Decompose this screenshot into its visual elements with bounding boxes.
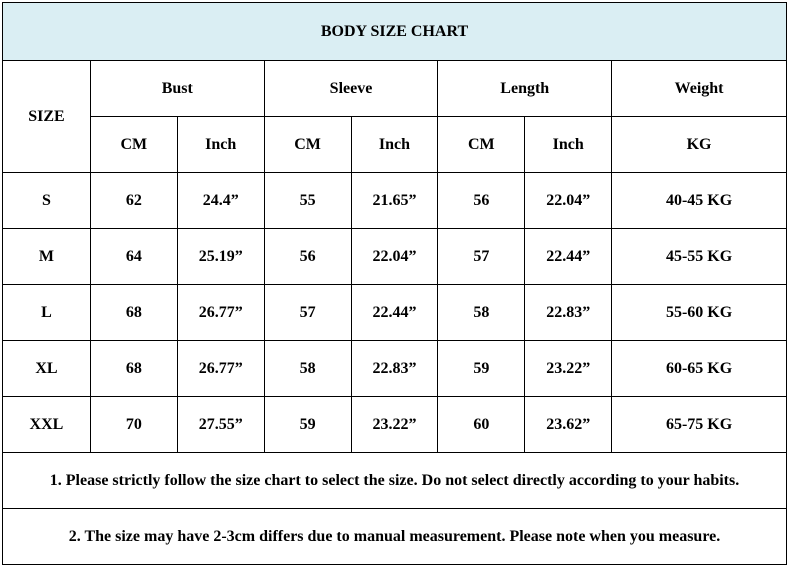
chart-title: BODY SIZE CHART [3,3,787,61]
length-inch-cell: 22.44” [525,229,612,285]
size-cell: XL [3,341,91,397]
sleeve-column-header: Sleeve [264,61,438,117]
weight-cell: 40-45 KG [612,173,787,229]
bust-column-header: Bust [90,61,264,117]
sleeve-cm-cell: 55 [264,173,351,229]
length-cm-cell: 57 [438,229,525,285]
size-cell: M [3,229,91,285]
header-group-row [3,61,787,117]
size-column-header: SIZE [3,61,91,173]
sleeve-cm-cell: 58 [264,341,351,397]
weight-cell: 55-60 KG [612,285,787,341]
note-measurement-tolerance: 2. The size may have 2-3cm differs due to manual measurement. Please note when you measure. [3,509,787,565]
weight-column-header: Weight [612,61,787,117]
length-cm-cell: 59 [438,341,525,397]
size-cell: L [3,285,91,341]
bust-cm-cell: 64 [90,229,177,285]
sleeve-inch-cell: 22.44” [351,285,438,341]
weight-cell: 60-65 KG [612,341,787,397]
sleeve-cm-cell: 56 [264,229,351,285]
weight-cell: 45-55 KG [612,229,787,285]
sleeve-inch-cell: 23.22” [351,397,438,453]
weight-kg-header: KG [612,117,787,173]
sleeve-inch-header: Inch [351,117,438,173]
weight-cell: 65-75 KG [612,397,787,453]
table-row [3,397,787,453]
size-cell: XXL [3,397,91,453]
bust-cm-header: CM [90,117,177,173]
sleeve-inch-cell: 21.65” [351,173,438,229]
sleeve-cm-header: CM [264,117,351,173]
length-inch-cell: 22.83” [525,285,612,341]
bust-cm-cell: 70 [90,397,177,453]
length-cm-cell: 58 [438,285,525,341]
length-cm-header: CM [438,117,525,173]
table-row [3,341,787,397]
table-row [3,285,787,341]
length-inch-cell: 23.22” [525,341,612,397]
sleeve-cm-cell: 57 [264,285,351,341]
bust-inch-cell: 27.55” [177,397,264,453]
note-select-size: 1. Please strictly follow the size chart to select the size. Do not select directly according to your habits. [3,453,787,509]
bust-inch-cell: 24.4” [177,173,264,229]
body-size-chart-table [2,2,787,565]
length-inch-cell: 23.62” [525,397,612,453]
bust-cm-cell: 68 [90,285,177,341]
title-row [3,3,787,61]
bust-inch-cell: 26.77” [177,341,264,397]
bust-inch-cell: 26.77” [177,285,264,341]
length-inch-cell: 22.04” [525,173,612,229]
length-cm-cell: 56 [438,173,525,229]
header-unit-row [3,117,787,173]
sleeve-inch-cell: 22.83” [351,341,438,397]
note-row [3,453,787,509]
table-row [3,229,787,285]
sleeve-inch-cell: 22.04” [351,229,438,285]
size-cell: S [3,173,91,229]
length-cm-cell: 60 [438,397,525,453]
note-row [3,509,787,565]
bust-cm-cell: 68 [90,341,177,397]
length-column-header: Length [438,61,612,117]
bust-cm-cell: 62 [90,173,177,229]
bust-inch-header: Inch [177,117,264,173]
sleeve-cm-cell: 59 [264,397,351,453]
table-row [3,173,787,229]
length-inch-header: Inch [525,117,612,173]
bust-inch-cell: 25.19” [177,229,264,285]
